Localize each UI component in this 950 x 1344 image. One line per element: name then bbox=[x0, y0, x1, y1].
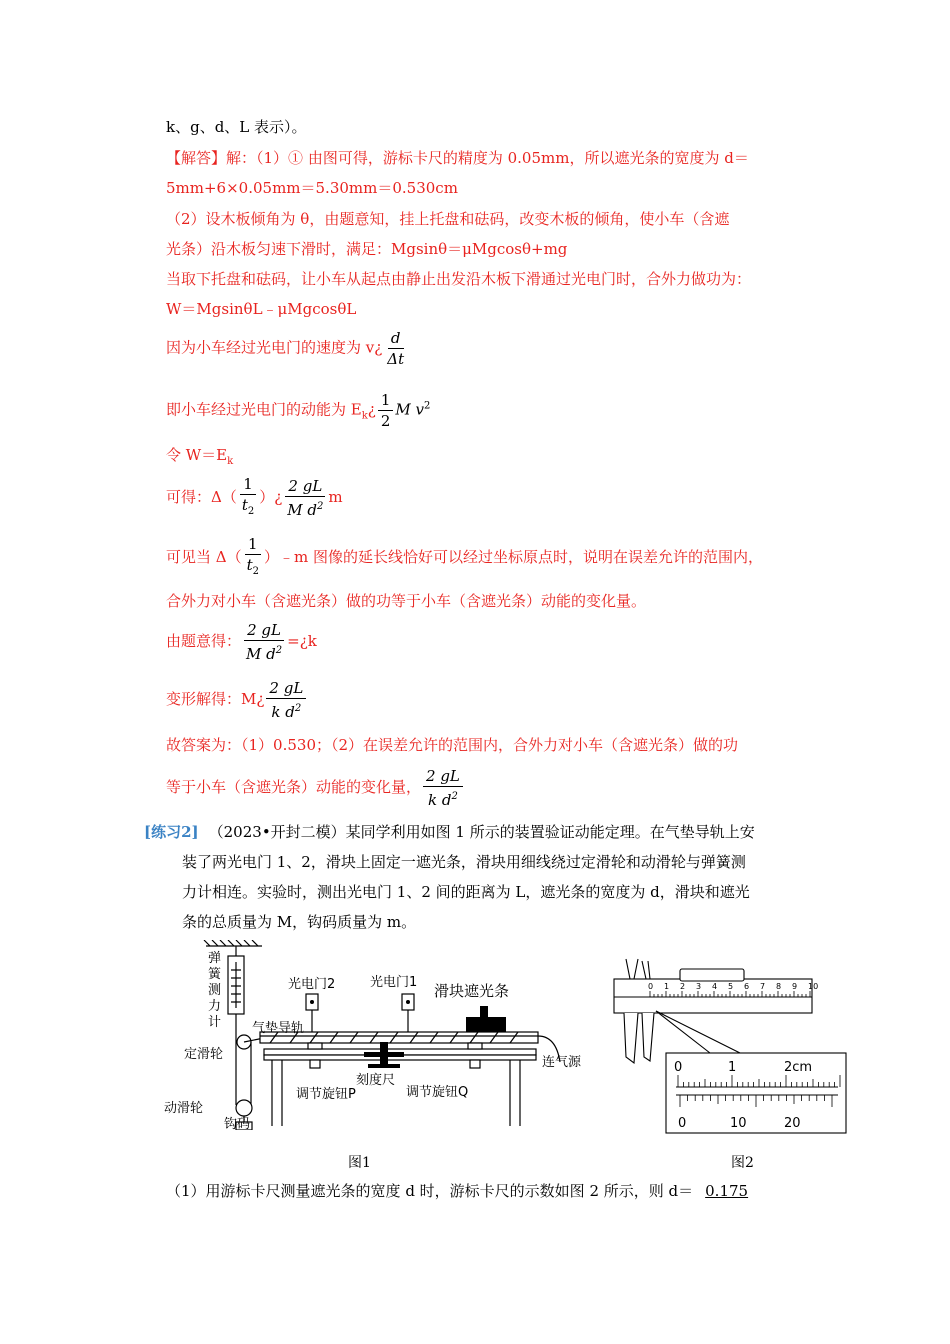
main-scale-label: 8 bbox=[776, 982, 782, 991]
main-scale-label: 3 bbox=[696, 982, 702, 991]
t-symbol: t bbox=[241, 496, 248, 514]
square-exponent: 2 bbox=[424, 400, 431, 412]
kinetic-energy-equation bbox=[166, 390, 430, 431]
denominator bbox=[284, 497, 326, 520]
fraction-2gl-kd2 bbox=[423, 766, 463, 810]
question-text: （1）用游标卡尺测量遮光条的宽度 d 时，游标卡尺的示数如图 2 所示，则 d＝ bbox=[166, 1182, 694, 1200]
solution-line: 合外力对小车（含遮光条）做的功等于小车（含遮光条）动能的变化量。 bbox=[166, 592, 647, 610]
ek-label: 即小车经过光电门的动能为 E bbox=[166, 400, 362, 419]
figure2-caption: 图2 bbox=[731, 1155, 754, 1171]
main-scale-label: 6 bbox=[744, 982, 750, 991]
exercise-line: 条的总质量为 M，钩码质量为 m。 bbox=[182, 913, 417, 931]
exercise-tag: [练习2] bbox=[144, 823, 199, 841]
solution-line: 当取下托盘和砝码，让小车从起点由静止出发沿木板下滑通过光电门时，合外力做功为： bbox=[166, 270, 752, 288]
text-line: k、g、d、L 表示）。 bbox=[166, 118, 307, 136]
fig2-zoom-vernier-2: 20 bbox=[784, 1116, 801, 1131]
ek-mark: ¿ bbox=[367, 400, 376, 419]
main-scale-label: 0 bbox=[648, 982, 654, 991]
square-exponent: 2 bbox=[317, 501, 324, 512]
solution-line: （2）设木板倾角为 θ，由题意知，挂上托盘和砝码，改变木板的倾角，使小车（含遮 bbox=[166, 210, 730, 228]
denominator: 2 bbox=[380, 412, 391, 430]
fig1-label-moving-pulley: 动滑轮 bbox=[164, 1101, 204, 1116]
fraction-2gl-kd2 bbox=[266, 678, 306, 722]
work-energy-equality bbox=[166, 444, 233, 473]
solution-line: W＝MgsinθL﹣μMgcosθL bbox=[166, 300, 357, 318]
kd-term: k d bbox=[271, 703, 295, 721]
main-scale-label: 9 bbox=[792, 982, 798, 991]
fig1-label-fixed-pulley: 定滑轮 bbox=[184, 1047, 224, 1062]
answer-line: 故答案为：（1）0.530；（2）在误差允许的范围内，合外力对小车（含遮光条）做的功 bbox=[166, 736, 739, 754]
fig1-label-slider: 滑块遮光条 bbox=[434, 982, 510, 1000]
main-scale-label: 7 bbox=[760, 982, 766, 991]
solution-tag: 【解答】 bbox=[166, 149, 227, 167]
numerator: 1 bbox=[378, 390, 394, 411]
square-exponent: 2 bbox=[294, 703, 302, 714]
answer-line bbox=[166, 766, 465, 810]
fig1-label-spring-1: 簧 bbox=[208, 967, 222, 982]
fig1-label-spring-2: 测 bbox=[208, 983, 222, 998]
denominator: Δt bbox=[387, 350, 405, 368]
mv-term: M v bbox=[395, 400, 424, 419]
fig2-zoom-main-0: 0 bbox=[674, 1060, 683, 1075]
fig1-label-spring-4: 计 bbox=[208, 1015, 222, 1030]
fraction-half bbox=[378, 390, 394, 431]
fig1-label-hook-weight: 钩码 bbox=[224, 1117, 251, 1130]
fig1-label-knob-p: 调节旋钮P bbox=[296, 1087, 356, 1102]
question-line bbox=[166, 1180, 748, 1202]
md-term: M d bbox=[246, 645, 276, 663]
conclusion-post: ）﹣m 图像的延长线恰好可以经过坐标原点时，说明在误差允许的范围内， bbox=[264, 548, 764, 566]
result-mid: ）¿ bbox=[259, 488, 283, 506]
fig1-label-spring-3: 力 bbox=[208, 999, 222, 1014]
ek-subscript: k bbox=[227, 456, 234, 467]
denominator bbox=[243, 641, 285, 664]
exercise-line bbox=[144, 821, 755, 843]
t-subscript: 2 bbox=[252, 566, 260, 577]
numerator: d bbox=[388, 328, 404, 349]
fig1-label-gate2: 光电门2 bbox=[288, 977, 336, 992]
denominator bbox=[425, 787, 461, 810]
fraction-1-t2 bbox=[244, 534, 262, 582]
fig1-label-air-track: 气垫导轨 bbox=[252, 1021, 305, 1036]
exercise-line: 装了两光电门 1、2，滑块上固定一遮光条，滑块用细线绕过定滑轮和动滑轮与弹簧测 bbox=[182, 853, 746, 871]
figure1-caption: 图1 bbox=[348, 1155, 371, 1171]
solution-line: 5mm+6×0.05mm＝5.30mm＝0.530cm bbox=[166, 179, 458, 197]
fraction-2gl-md2 bbox=[243, 620, 285, 664]
denominator bbox=[268, 699, 304, 722]
slope-label: 由题意得： bbox=[166, 632, 242, 650]
main-scale-label: 4 bbox=[712, 982, 718, 991]
fig2-zoom-vernier-1: 10 bbox=[730, 1116, 747, 1131]
fig2-zoom-main-2: 2cm bbox=[784, 1060, 813, 1075]
exercise-text: （2023•开封二模）某同学利用如图 1 所示的装置验证动能定理。在气垫导轨上安 bbox=[208, 823, 755, 841]
mass-equation bbox=[166, 678, 308, 722]
velocity-equation bbox=[166, 328, 409, 369]
fig2-zoom-vernier-0: 0 bbox=[678, 1116, 687, 1131]
exercise-line: 力计相连。实验时，测出光电门 1、2 间的距离为 L，遮光条的宽度为 d，滑块和遮光 bbox=[182, 883, 750, 901]
main-scale-label: 5 bbox=[728, 982, 734, 991]
denominator bbox=[244, 555, 262, 582]
t-subscript: 2 bbox=[247, 506, 255, 517]
slope-equation bbox=[166, 620, 317, 664]
equality-text: 令 W＝E bbox=[166, 446, 228, 464]
numerator: 2 gL bbox=[423, 766, 463, 787]
fig1-label-spring-0: 弹 bbox=[208, 951, 222, 966]
solution-line: 光条）沿木板匀速下滑时，满足：Mgsinθ＝μMgcosθ+mg bbox=[166, 240, 568, 258]
answer-text: 等于小车（含遮光条）动能的变化量， bbox=[166, 778, 422, 796]
main-scale-label: 1 bbox=[664, 982, 670, 991]
figure1-apparatus bbox=[160, 940, 600, 1130]
numerator: 2 gL bbox=[285, 476, 325, 497]
slope-post: =¿k bbox=[287, 632, 317, 650]
fig1-label-knob-q: 调节旋钮Q bbox=[406, 1085, 469, 1100]
velocity-label: 因为小车经过光电门的速度为 v¿ bbox=[166, 338, 383, 357]
answer-blank: 0.175 bbox=[705, 1182, 749, 1200]
numerator: 2 gL bbox=[266, 678, 306, 699]
fraction-d-dt bbox=[384, 328, 407, 369]
main-scale-label: 10 bbox=[808, 982, 819, 991]
conclusion-line bbox=[166, 534, 763, 582]
result-m: m bbox=[328, 488, 343, 506]
result-equation bbox=[166, 474, 343, 522]
kd-term: k d bbox=[428, 791, 452, 809]
md-term: M d bbox=[287, 501, 318, 519]
fig1-label-gate1: 光电门1 bbox=[370, 975, 418, 990]
square-exponent: 2 bbox=[451, 791, 458, 802]
denominator bbox=[239, 495, 257, 522]
fraction-1-t2 bbox=[239, 474, 257, 522]
figure2-caliper bbox=[610, 955, 850, 1135]
numerator: 1 bbox=[245, 534, 261, 555]
numerator: 2 gL bbox=[244, 620, 284, 641]
fig1-label-air-source: 连气源 bbox=[542, 1055, 582, 1070]
main-scale-label: 2 bbox=[680, 982, 686, 991]
numerator: 1 bbox=[240, 474, 256, 495]
square-exponent: 2 bbox=[275, 645, 283, 656]
conclusion-pre: 可见当 Δ（ bbox=[166, 548, 242, 566]
solution-line bbox=[166, 147, 749, 169]
result-label: 可得：Δ（ bbox=[166, 488, 237, 506]
mass-label: 变形解得：M¿ bbox=[166, 690, 265, 708]
fraction-2gl-md2 bbox=[284, 476, 326, 520]
fig2-zoom-main-1: 1 bbox=[728, 1060, 737, 1075]
ek-subscript: k bbox=[361, 410, 368, 422]
solution-text: 解：（1）① 由图可得，游标卡尺的精度为 0.05mm，所以遮光条的宽度为 d＝ bbox=[226, 149, 749, 167]
fig1-label-scale: 刻度尺 bbox=[356, 1073, 396, 1088]
t-symbol: t bbox=[246, 556, 253, 574]
